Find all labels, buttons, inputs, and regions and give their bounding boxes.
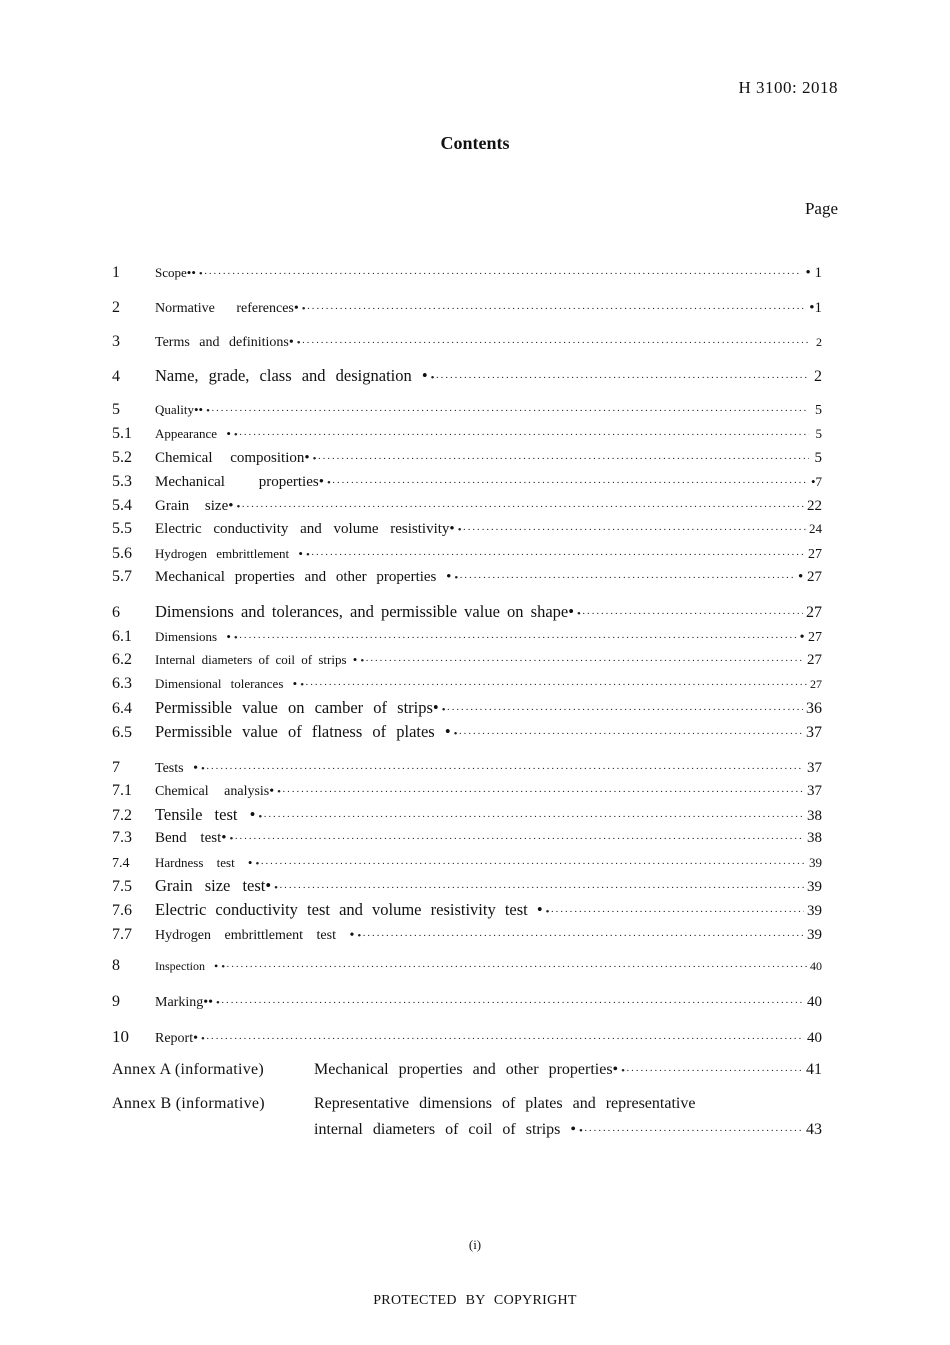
toc-number: 5.3 [112, 473, 132, 490]
toc-title: Normative references• [155, 301, 299, 316]
toc-entry[interactable] [112, 722, 822, 744]
toc-entry[interactable] [112, 602, 822, 624]
dot-leader [255, 854, 806, 874]
toc-title: Tensile test • [155, 805, 256, 824]
toc-title: Electric conductivity test and volume resistivity test • [155, 900, 543, 919]
toc-title: Mechanical properties• [155, 474, 324, 490]
toc-number: 7.3 [112, 829, 132, 846]
dot-leader [230, 829, 805, 849]
dot-leader [360, 651, 804, 671]
dot-leader [546, 902, 804, 922]
dot-leader [201, 1029, 804, 1049]
toc-title: Scope•• [155, 265, 196, 280]
toc-number: 7.4 [112, 856, 130, 871]
toc-title: Tests • [155, 761, 198, 776]
toc-title: Terms and definitions• [155, 335, 294, 350]
toc-title: Dimensions • [155, 629, 231, 644]
annex-page: 41 [806, 1061, 822, 1078]
toc-page: 5 [814, 450, 822, 466]
toc-title: Bend test• [155, 830, 227, 846]
toc-title: Internal diameters of coil of strips • [155, 652, 358, 667]
page-number: (i) [468, 1237, 482, 1252]
toc-number: 5.2 [112, 449, 132, 466]
toc-page: 2 [816, 335, 822, 349]
toc-title: Hardness test • [155, 855, 253, 870]
toc-title: Quality•• [155, 402, 204, 417]
dot-leader [357, 926, 804, 946]
annex-title-line2: internal diameters of coil of strips • [314, 1121, 576, 1138]
toc-number: 7.1 [112, 782, 132, 799]
toc-title: Grain size test• [155, 876, 272, 895]
toc-entry[interactable] [112, 263, 822, 284]
toc-number: 7.5 [112, 878, 132, 895]
toc-title: Report• [155, 1031, 199, 1046]
toc-page: 38 [807, 808, 822, 824]
toc-entry[interactable] [112, 1027, 822, 1049]
toc-entry[interactable] [112, 805, 822, 827]
toc-page: 40 [810, 959, 822, 973]
toc-number: 5 [112, 401, 120, 418]
toc-number: 3 [112, 333, 120, 350]
toc-entry[interactable] [112, 853, 822, 874]
toc-title: Appearance • [155, 426, 231, 441]
dot-leader [206, 401, 809, 421]
dot-leader [216, 993, 804, 1013]
toc-entry[interactable] [112, 472, 822, 493]
toc-title: Grain size• [155, 498, 234, 514]
toc-page: • 1 [805, 265, 822, 281]
dot-leader [258, 807, 804, 827]
toc-title: Hydrogen embrittlement • [155, 546, 303, 561]
dot-leader [297, 333, 809, 353]
toc-entry[interactable] [112, 650, 822, 671]
dot-leader [277, 782, 804, 802]
annex-page: 43 [806, 1121, 822, 1138]
toc-number: 10 [112, 1027, 129, 1046]
toc-number: 7.7 [112, 926, 132, 943]
dot-leader [306, 545, 805, 565]
toc-page: 27 [810, 677, 822, 691]
toc-number: 6 [112, 604, 120, 621]
dot-leader [458, 520, 806, 540]
toc-number: 4 [112, 368, 120, 385]
dot-leader [234, 628, 797, 648]
dot-leader [577, 604, 803, 624]
toc-title: Marking•• [155, 995, 214, 1010]
toc-entry[interactable] [112, 627, 822, 648]
dot-leader [221, 957, 807, 977]
toc-number: 7 [112, 759, 120, 776]
toc-entry[interactable] [112, 366, 822, 388]
toc-entry[interactable] [112, 544, 822, 565]
toc-entry[interactable] [112, 925, 822, 946]
toc-title: Name, grade, class and designation • [155, 366, 428, 385]
toc-page: 37 [807, 760, 822, 776]
toc-page: 5 [815, 403, 822, 418]
toc-entry[interactable] [112, 781, 822, 802]
dot-leader [201, 759, 804, 779]
toc-title: Inspection • [155, 959, 219, 973]
toc-entry[interactable] [112, 424, 822, 445]
toc-page: 39 [807, 927, 822, 943]
dot-leader [313, 449, 809, 469]
dot-leader [454, 724, 803, 744]
toc-page: • 27 [797, 569, 822, 585]
toc-number: 7.2 [112, 807, 132, 824]
toc-entry[interactable] [112, 332, 822, 353]
toc-number: 6.4 [112, 700, 132, 717]
toc-page: • 27 [799, 630, 822, 645]
dot-leader [236, 497, 804, 517]
annex-label: Annex A (informative) [112, 1061, 265, 1078]
dot-leader [327, 473, 808, 493]
toc-number: 6.3 [112, 675, 132, 692]
toc-title: Hydrogen embrittlement test • [155, 928, 355, 943]
dot-leader [234, 425, 809, 445]
toc-title: Electric conductivity and volume resistivity• [155, 521, 455, 537]
dot-leader [302, 299, 806, 319]
toc-entry[interactable] [112, 298, 822, 319]
dot-leader [274, 878, 804, 898]
toc-page: 40 [807, 994, 822, 1010]
toc-number: 5.6 [112, 545, 132, 562]
toc-page: 22 [807, 498, 822, 514]
toc-page: 5 [815, 426, 822, 441]
toc-number: 9 [112, 993, 120, 1010]
toc-entry[interactable] [112, 519, 822, 540]
page-title: Contents [440, 133, 510, 153]
toc-entry[interactable] [112, 567, 822, 588]
toc-title: Dimensions and tolerances, and permissible value on shape• [155, 602, 575, 621]
toc-page: 38 [807, 830, 822, 846]
toc-entry[interactable] [112, 758, 822, 779]
annex-entry[interactable] [112, 1091, 822, 1143]
toc-title: Mechanical properties and other properties • [155, 569, 452, 585]
annex-title: Mechanical properties and other properties• [314, 1061, 619, 1078]
toc-page: 27 [806, 604, 822, 621]
toc-entry[interactable] [112, 956, 822, 977]
toc-page: 37 [806, 724, 822, 741]
toc-number: 8 [112, 957, 120, 974]
dot-leader [621, 1058, 803, 1084]
toc-page: 39 [807, 879, 822, 895]
toc-title: Chemical composition• [155, 450, 310, 466]
toc-page: 40 [807, 1030, 822, 1046]
toc-entry[interactable] [112, 400, 822, 421]
toc-number: 5.4 [112, 497, 132, 514]
standard-number: H 3100: 2018 [738, 78, 838, 97]
toc-number: 6.2 [112, 651, 132, 668]
dot-leader [431, 368, 809, 388]
toc-page: •1 [809, 300, 822, 316]
toc-entry[interactable] [112, 674, 822, 695]
toc-entry[interactable] [112, 992, 822, 1013]
toc-title: Permissible value on camber of strips• [155, 698, 439, 717]
toc-page: •7 [810, 474, 822, 489]
toc-title: Chemical analysis• [155, 784, 275, 799]
toc-title: Dimensional tolerances • [155, 676, 298, 691]
toc-page: 24 [809, 521, 822, 536]
toc-entry[interactable] [112, 448, 822, 469]
dot-leader [454, 568, 795, 588]
toc-entry[interactable] [112, 496, 822, 517]
toc-entry[interactable] [112, 900, 822, 922]
dot-leader [300, 675, 807, 695]
annex-label: Annex B (informative) [112, 1095, 265, 1112]
toc-page: 39 [807, 903, 822, 919]
toc-number: 5.1 [112, 425, 132, 442]
dot-leader [579, 1118, 803, 1144]
dot-leader [199, 264, 803, 284]
dot-leader [442, 700, 803, 720]
toc-number: 5.5 [112, 520, 132, 537]
toc-number: 6.1 [112, 628, 132, 645]
toc-number: 6.5 [112, 724, 132, 741]
toc-page: 36 [806, 700, 822, 717]
annex-title-line1: Representative dimensions of plates and representative [314, 1095, 696, 1112]
toc-page: 37 [807, 783, 822, 799]
toc-page: 27 [807, 652, 822, 668]
toc-entry[interactable] [112, 828, 822, 849]
page-column-label: Page [804, 199, 838, 218]
toc-title: Permissible value of flatness of plates • [155, 722, 451, 741]
toc-page: 27 [808, 547, 822, 562]
toc-number: 2 [112, 299, 120, 316]
toc-page: 2 [814, 368, 822, 385]
toc-number: 1 [112, 264, 120, 281]
copyright-notice: PROTECTED BY COPYRIGHT [373, 1293, 577, 1308]
toc-entry[interactable] [112, 698, 822, 720]
toc-number: 5.7 [112, 568, 132, 585]
toc-entry[interactable] [112, 876, 822, 898]
toc-number: 7.6 [112, 902, 132, 919]
annex-entry[interactable] [112, 1057, 822, 1083]
toc-page: 39 [809, 855, 822, 870]
